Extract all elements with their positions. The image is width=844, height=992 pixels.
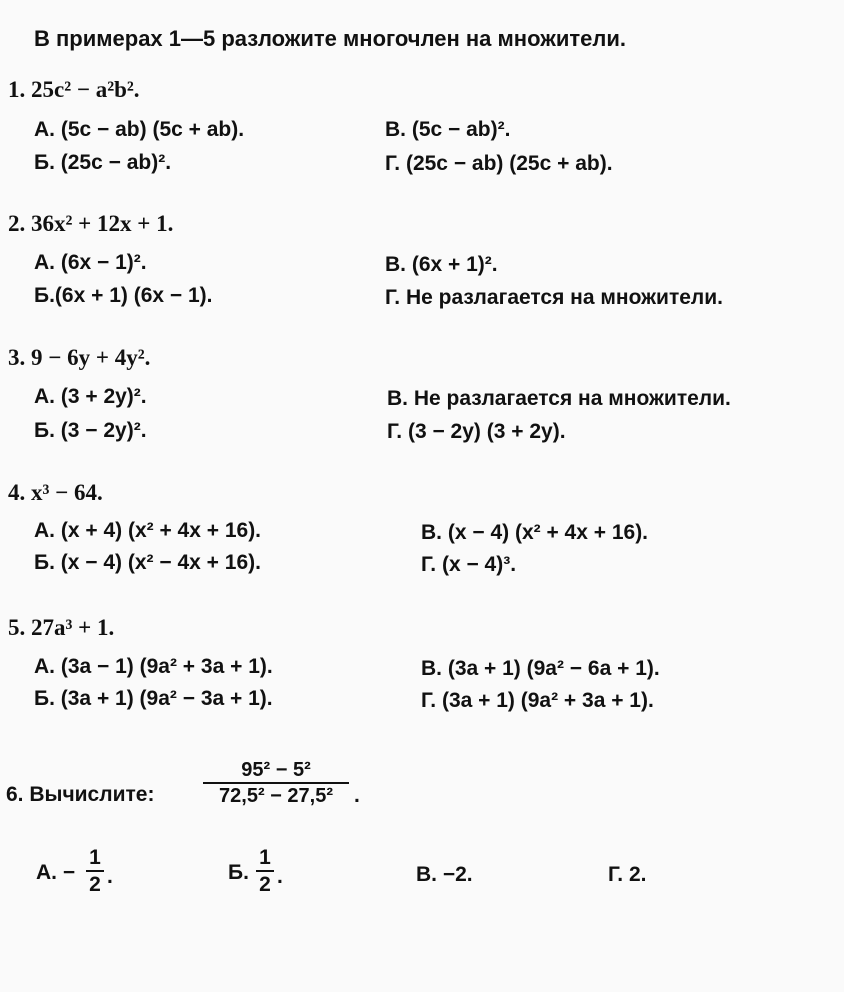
problem-5-option-b: Б. (3a + 1) (9a² − 3a + 1). [34, 687, 273, 710]
problem-6-option-b-period: . [277, 865, 283, 888]
problem-4-option-v: В. (x − 4) (x² + 4x + 16). [421, 521, 649, 544]
problem-1-option-v: В. (5c − ab)². [385, 118, 511, 141]
problem-4-option-b: Б. (x − 4) (x² − 4x + 16). [34, 551, 261, 574]
problem-4-option-g: Г. (x − 4)³. [421, 553, 517, 576]
problem-6-option-a-prefix: А. − [36, 861, 76, 884]
worksheet-title: В примерах 1—5 разложите многочлен на множители. [34, 26, 626, 51]
problem-2-option-g: Г. Не разлагается на множители. [385, 286, 723, 309]
problem-2-question: 2. 36x² + 12x + 1. [8, 211, 174, 236]
option-b-denominator: 2 [259, 873, 271, 896]
problem-6-label: 6. Вычислите: [6, 783, 155, 806]
problem-5-question: 5. 27a³ + 1. [8, 615, 115, 640]
problem-1-option-g: Г. (25c − ab) (25c + ab). [385, 152, 613, 175]
option-a-denominator: 2 [89, 873, 101, 896]
problem-6-option-a-period: . [107, 865, 113, 888]
problem-5-option-g: Г. (3a + 1) (9a² + 3a + 1). [421, 689, 654, 712]
problem-6-fraction [203, 758, 349, 808]
problem-6-denominator: 72,5² − 27,5² [219, 785, 333, 807]
problem-3-option-b: Б. (3 − 2y)². [34, 419, 147, 442]
problem-1-option-a: А. (5c − ab) (5c + ab). [34, 118, 245, 141]
problem-6-option-a-fraction [86, 845, 104, 897]
problem-2-option-b: Б.(6x + 1) (6x − 1). [34, 284, 213, 307]
problem-6-numerator: 95² − 5² [241, 759, 311, 781]
problem-2-option-a: А. (6x − 1)². [34, 251, 147, 274]
problem-3-option-g: Г. (3 − 2y) (3 + 2y). [387, 420, 566, 443]
problem-6-option-g: Г. 2. [608, 863, 647, 886]
problem-3-option-v: В. Не разлагается на множители. [387, 387, 731, 410]
problem-3-question: 3. 9 − 6y + 4y². [8, 345, 151, 370]
problem-5-option-v: В. (3a + 1) (9a² − 6a + 1). [421, 657, 660, 680]
problem-1-option-b: Б. (25c − ab)². [34, 151, 172, 174]
problem-4-question: 4. x³ − 64. [8, 480, 103, 505]
problem-2-option-v: В. (6x + 1)². [385, 253, 498, 276]
option-b-numerator: 1 [259, 846, 271, 869]
problem-1-question: 1. 25c² − a²b². [8, 77, 140, 102]
problem-3-option-a: А. (3 + 2y)². [34, 385, 147, 408]
problem-4-option-a: А. (x + 4) (x² + 4x + 16). [34, 519, 262, 542]
problem-6-option-b-fraction [256, 845, 274, 897]
problem-6-period: . [354, 784, 360, 807]
problem-5-option-a: А. (3a − 1) (9a² + 3a + 1). [34, 655, 273, 678]
option-a-numerator: 1 [89, 846, 101, 869]
problem-6-option-b-prefix: Б. [228, 861, 249, 884]
problem-6-option-v: В. −2. [416, 863, 473, 886]
